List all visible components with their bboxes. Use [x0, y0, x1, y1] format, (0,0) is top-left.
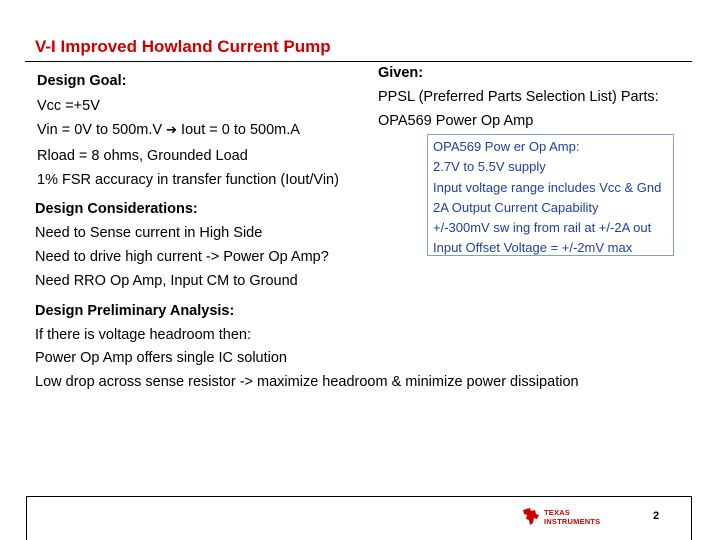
design-analysis-section [35, 300, 579, 394]
analysis-item: Low drop across sense resistor -> maximize headroom & minimize power dissipation [35, 373, 579, 390]
given-parts-list: PPSL (Preferred Parts Selection List) Parts: [378, 89, 659, 105]
design-goal-section [37, 69, 339, 193]
spec-line: 2.7V to 5.5V supply [433, 159, 546, 175]
analysis-item: Power Op Amp offers single IC solution [35, 350, 287, 366]
consideration-item: Need RRO Op Amp, Input CM to Ground [35, 273, 298, 289]
spec-line: OPA569 Pow er Op Amp: [433, 139, 580, 154]
ti-logo-line2: INSTRUMENTS [544, 517, 601, 526]
given-heading: Given: [378, 65, 424, 81]
design-goal-vcc: Vcc =+5V [37, 97, 100, 114]
consideration-item: Need to drive high current -> Power Op Amp? [35, 249, 329, 265]
design-goal-vin-iout [37, 118, 339, 144]
given-part-opa569: OPA569 Power Op Amp [378, 113, 534, 129]
analysis-item: If there is voltage headroom then: [35, 326, 252, 343]
given-section [378, 61, 659, 133]
design-goal-iout: Iout = 0 to 500m.A [181, 122, 300, 138]
slide-title: V-I Improved Howland Current Pump [35, 37, 331, 56]
design-goal-heading: Design Goal: [37, 73, 127, 89]
opa569-spec-box [427, 134, 674, 256]
design-goal-vin: Vin = 0V to 500m.V [37, 122, 163, 138]
ti-logo-wordmark [544, 508, 600, 526]
design-goal-rload: Rload = 8 ohms, Grounded Load [37, 147, 248, 164]
consideration-item: Need to Sense current in High Side [35, 225, 263, 241]
right-arrow-icon: ➔ [166, 123, 178, 138]
spec-line: 2A Output Current Capability [433, 199, 599, 215]
design-considerations-section [35, 197, 329, 293]
ti-logo-line1: TEXAS [544, 508, 571, 517]
spec-line: Input voltage range includes Vcc & Gnd [433, 179, 662, 195]
design-analysis-heading: Design Preliminary Analysis: [35, 303, 235, 319]
design-goal-accuracy: 1% FSR accuracy in transfer function (Iout/Vin) [37, 172, 339, 188]
spec-line: +/-300mV sw ing from rail at +/-2A out [433, 220, 652, 236]
page-number: 2 [653, 510, 660, 522]
spec-line: Input Offset Voltage = +/-2mV max [433, 240, 633, 256]
design-considerations-heading: Design Considerations: [35, 201, 198, 217]
